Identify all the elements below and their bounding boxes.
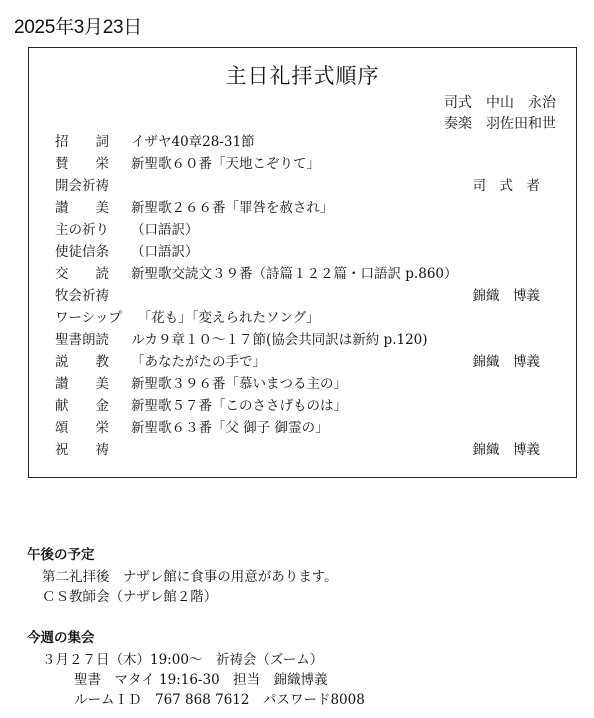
order-item-label: 讃 美 xyxy=(55,376,109,392)
weekly-line: ３月２７日（木）19:00～ 祈祷会（ズーム） xyxy=(42,652,324,668)
order-item xyxy=(55,416,540,438)
order-item-person: 錦織 博義 xyxy=(472,442,540,458)
order-item-text: 新聖歌６０番「天地こぞりて」 xyxy=(131,156,320,172)
order-item-text: 新聖歌２６６番「罪咎を赦され」 xyxy=(131,200,334,216)
order-item-text: 「花も」「変えられたソング」 xyxy=(131,310,320,326)
order-item-person: 錦織 博義 xyxy=(472,288,540,304)
order-item xyxy=(55,174,540,196)
service-order-title: 主日礼拝式順序 xyxy=(225,64,380,88)
order-item-person: 錦織 博義 xyxy=(472,354,540,370)
order-item-text: 「あなたがたの手で」 xyxy=(131,354,266,370)
order-item-person: 司 式 者 xyxy=(472,178,540,194)
order-item-label: 開会祈祷 xyxy=(55,178,109,194)
order-item-text: 新聖歌５７番「このささげものは」 xyxy=(131,398,347,414)
afternoon-heading: 午後の予定 xyxy=(27,547,95,563)
order-item-label: 主の祈り xyxy=(55,222,109,238)
order-item-text: ルカ９章１０～１７節(協会共同訳は新約 p.120) xyxy=(131,332,428,348)
order-item-text: （口語訳） xyxy=(131,222,199,238)
order-item xyxy=(55,218,540,240)
bulletin-date: 2025年3月23日 xyxy=(14,17,142,38)
order-item-label: 使徒信条 xyxy=(55,244,109,260)
order-item xyxy=(55,240,540,262)
order-item xyxy=(55,196,540,218)
order-item-text: 新聖歌６３番「父 御子 御霊の」 xyxy=(131,420,329,436)
order-item xyxy=(55,350,540,372)
officiant-line: 司式 中山 永治 xyxy=(444,95,556,111)
order-item xyxy=(55,262,540,284)
order-item xyxy=(55,130,540,152)
weekly-line: 聖書 マタイ 19:16-30 担当 錦織博義 xyxy=(74,672,328,688)
order-item-text: 新聖歌３９６番「慕いまつる主の」 xyxy=(131,376,347,392)
order-item-label: 賛 栄 xyxy=(55,156,109,172)
order-item-label: 招 詞 xyxy=(55,134,109,150)
order-item-label: 頌 栄 xyxy=(55,420,109,436)
order-item-label: 牧会祈祷 xyxy=(55,288,109,304)
order-item xyxy=(55,394,540,416)
order-item xyxy=(55,306,540,328)
order-item-text: 新聖歌交読文３９番（詩篇１２２篇・口語訳 p.860） xyxy=(131,266,458,282)
order-item xyxy=(55,372,540,394)
order-item-label: ワーシップ xyxy=(55,310,122,326)
order-item-label: 讃 美 xyxy=(55,200,109,216)
order-item xyxy=(55,284,540,306)
order-item-label: 献 金 xyxy=(55,398,109,414)
order-item-label: 祝 祷 xyxy=(55,442,109,458)
afternoon-line: ＣＳ教師会（ナザレ館２階） xyxy=(42,589,218,605)
service-order-box xyxy=(28,47,577,478)
order-item-label: 説 教 xyxy=(55,354,109,370)
afternoon-line: 第二礼拝後 ナザレ館に食事の用意があります。 xyxy=(42,569,338,585)
order-item xyxy=(55,328,540,350)
order-item xyxy=(55,152,540,174)
order-item xyxy=(55,438,540,460)
weekly-line: ルームＩＤ 767 868 7612 パスワード8008 xyxy=(74,692,365,708)
order-item-label: 交 読 xyxy=(55,266,109,282)
organist-line: 奏楽 羽佐田和世 xyxy=(444,116,556,132)
weekly-heading: 今週の集会 xyxy=(27,630,95,646)
order-item-text: （口語訳） xyxy=(131,244,199,260)
order-item-text: イザヤ40章28-31節 xyxy=(131,134,255,150)
order-item-label: 聖書朗読 xyxy=(55,332,109,348)
